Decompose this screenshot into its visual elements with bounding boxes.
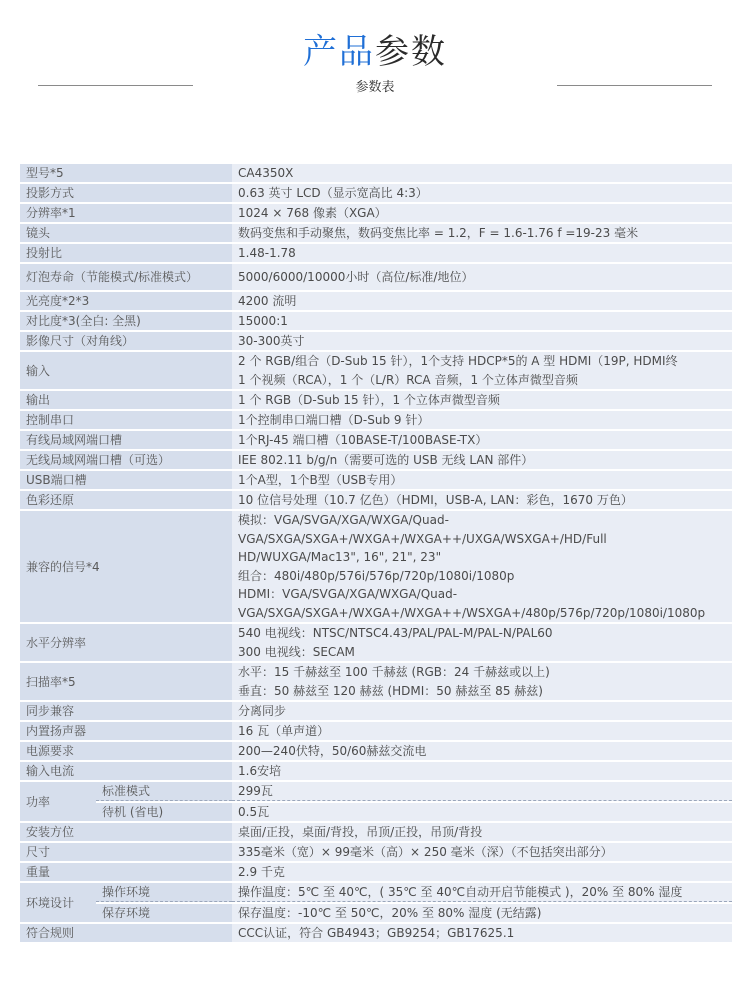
spec-sublabel: 标准模式 <box>96 782 232 801</box>
spec-row-scan-rate <box>20 663 732 700</box>
spec-value <box>232 511 732 622</box>
spec-value <box>232 624 732 661</box>
spec-value: 0.63 英寸 LCD（显示宽高比 4:3） <box>232 184 732 202</box>
spec-label: 扫描率*5 <box>20 663 232 700</box>
spec-label: 灯泡寿命（节能模式/标准模式） <box>20 264 232 290</box>
spec-row-lens <box>20 224 732 242</box>
spec-table <box>20 162 732 944</box>
spec-row-power <box>20 782 732 801</box>
spec-row-current <box>20 762 732 780</box>
spec-value: IEE 802.11 b/g/n（需要可选的 USB 无线 LAN 部件） <box>232 451 732 469</box>
spec-row-throw-ratio <box>20 244 732 262</box>
spec-row-compliance <box>20 924 732 942</box>
spec-value: 30-300英寸 <box>232 332 732 350</box>
spec-value: 0.5瓦 <box>232 803 732 821</box>
spec-row-power-standby <box>20 803 732 821</box>
spec-label: 同步兼容 <box>20 702 232 720</box>
spec-value: 15000:1 <box>232 312 732 330</box>
spec-label: 重量 <box>20 863 232 881</box>
spec-label: 控制串口 <box>20 411 232 429</box>
spec-row-brightness <box>20 292 732 310</box>
divider-left <box>38 85 193 86</box>
spec-value-line: 1 个视频（RCA），1 个（L/R）RCA 音频，1 个立体声微型音频 <box>238 372 578 387</box>
spec-label: 影像尺寸（对角线） <box>20 332 232 350</box>
spec-value-line: 2 个 RGB/组合（D-Sub 15 针），1个支持 HDCP*5的 A 型 HDMI（19P, HDMI终 <box>238 354 678 368</box>
spec-sublabel: 保存环境 <box>96 904 232 922</box>
spec-value: 1个RJ-45 端口槽（10BASE-T/100BASE-TX） <box>232 431 732 449</box>
spec-value: 1个A型，1个B型（USB专用） <box>232 471 732 489</box>
spec-sublabel: 操作环境 <box>96 883 232 902</box>
spec-label: 分辨率*1 <box>20 204 232 222</box>
spec-value: CCC认证，符合 GB4943；GB9254；GB17625.1 <box>232 924 732 942</box>
spec-label: 尺寸 <box>20 843 232 861</box>
spec-row-sync <box>20 702 732 720</box>
spec-value: 299瓦 <box>232 782 732 801</box>
spec-row-model <box>20 164 732 182</box>
spec-value: 335毫米（宽）× 99毫米（高）× 250 毫米（深）（不包括突出部分） <box>232 843 732 861</box>
spec-label: 功率 <box>20 782 96 821</box>
spec-row-resolution <box>20 204 732 222</box>
page-title-accent: 产品 <box>303 32 375 72</box>
spec-row-weight <box>20 863 732 881</box>
spec-label: 光亮度*2*3 <box>20 292 232 310</box>
spec-value: 桌面/正投，桌面/背投，吊顶/正投，吊顶/背投 <box>232 823 732 841</box>
spec-label: USB端口槽 <box>20 471 232 489</box>
spec-label: 对比度*3(全白: 全黑) <box>20 312 232 330</box>
spec-value: 4200 流明 <box>232 292 732 310</box>
spec-row-speaker <box>20 722 732 740</box>
spec-value: 200—240伏特，50/60赫兹交流电 <box>232 742 732 760</box>
spec-value: 数码变焦和手动聚焦，数码变焦比率 = 1.2，F = 1.6-1.76 f =19-23 毫米 <box>232 224 732 242</box>
spec-value <box>232 352 732 389</box>
spec-value: 10 位信号处理（10.7 亿色）（HDMI，USB-A, LAN：彩色，1670 万色） <box>232 491 732 509</box>
page-title <box>0 24 750 73</box>
spec-row-projection <box>20 184 732 202</box>
divider-right <box>557 85 712 86</box>
spec-value-line: 水平：15 千赫兹至 100 千赫兹 (RGB：24 千赫兹或以上) <box>238 665 550 679</box>
spec-value: 1024 × 768 像素（XGA） <box>232 204 732 222</box>
spec-label: 投射比 <box>20 244 232 262</box>
spec-label: 输入电流 <box>20 762 232 780</box>
spec-label: 有线局域网端口槽 <box>20 431 232 449</box>
spec-value <box>232 663 732 700</box>
spec-value: 16 瓦（单声道） <box>232 722 732 740</box>
spec-value: 分离同步 <box>232 702 732 720</box>
spec-row-input <box>20 352 732 389</box>
spec-label: 电源要求 <box>20 742 232 760</box>
spec-row-contrast <box>20 312 732 330</box>
spec-label: 镜头 <box>20 224 232 242</box>
spec-row-power-req <box>20 742 732 760</box>
spec-row-color <box>20 491 732 509</box>
spec-row-dimensions <box>20 843 732 861</box>
spec-value-line: 垂直：50 赫兹至 120 赫兹 (HDMI：50 赫兹至 85 赫兹) <box>238 683 543 698</box>
spec-row-lamp-life <box>20 264 732 290</box>
spec-row-image-size <box>20 332 732 350</box>
spec-row-signals <box>20 511 732 622</box>
spec-value: 操作温度：5℃ 至 40℃，( 35℃ 至 40℃自动开启节能模式 )，20% 至 80% 湿度 <box>232 883 732 902</box>
spec-value-line: HDMI：VGA/SVGA/XGA/WXGA/Quad- <box>238 587 458 601</box>
spec-value-line: VGA/SXGA/SXGA+/WXGA+/WXGA++/WSXGA+/480p/576p/720p/1080i/1080p <box>238 605 706 620</box>
spec-label: 无线局域网端口槽（可选） <box>20 451 232 469</box>
spec-value-line: VGA/SXGA/SXGA+/WXGA+/WXGA++/UXGA/WSXGA+/HD/Full <box>238 531 607 546</box>
spec-row-environment-storage <box>20 904 732 922</box>
spec-value-line: HD/WUXGA/Mac13", 16", 21", 23" <box>238 550 442 564</box>
spec-value: 1.6安培 <box>232 762 732 780</box>
spec-label: 输入 <box>20 352 232 389</box>
spec-label: 型号*5 <box>20 164 232 182</box>
spec-label: 投影方式 <box>20 184 232 202</box>
page-title-rest: 参数 <box>375 32 447 72</box>
spec-value: 2.9 千克 <box>232 863 732 881</box>
spec-value-line: 组合：480i/480p/576i/576p/720p/1080i/1080p <box>238 568 515 583</box>
spec-value: 1.48-1.78 <box>232 244 732 262</box>
spec-label: 水平分辨率 <box>20 624 232 661</box>
page-subtitle: 参数表 <box>355 80 395 95</box>
spec-row-usb <box>20 471 732 489</box>
spec-row-environment <box>20 883 732 902</box>
spec-sublabel: 待机 (省电) <box>96 803 232 821</box>
spec-label: 输出 <box>20 391 232 409</box>
spec-value-line: 模拟：VGA/SVGA/XGA/WXGA/Quad- <box>238 513 449 527</box>
spec-value: 5000/6000/10000小时（高位/标准/地位） <box>232 264 732 290</box>
spec-row-wired-lan <box>20 431 732 449</box>
spec-row-output <box>20 391 732 409</box>
spec-value-line: 300 电视线：SECAM <box>238 644 355 659</box>
spec-row-wireless-lan <box>20 451 732 469</box>
spec-row-mounting <box>20 823 732 841</box>
spec-value-line: 540 电视线：NTSC/NTSC4.43/PAL/PAL-M/PAL-N/PAL60 <box>238 626 553 640</box>
spec-label: 环境设计 <box>20 883 96 922</box>
spec-value: 保存温度：-10℃ 至 50℃，20% 至 80% 湿度 (无结露) <box>232 904 732 922</box>
spec-label: 安装方位 <box>20 823 232 841</box>
spec-label: 兼容的信号*4 <box>20 511 232 622</box>
spec-label: 内置扬声器 <box>20 722 232 740</box>
spec-value: 1 个 RGB（D-Sub 15 针），1 个立体声微型音频 <box>232 391 732 409</box>
spec-label: 符合规则 <box>20 924 232 942</box>
spec-row-serial <box>20 411 732 429</box>
spec-value: 1个控制串口端口槽（D-Sub 9 针） <box>232 411 732 429</box>
spec-label: 色彩还原 <box>20 491 232 509</box>
spec-value: CA4350X <box>232 164 732 182</box>
spec-row-horizontal-res <box>20 624 732 661</box>
